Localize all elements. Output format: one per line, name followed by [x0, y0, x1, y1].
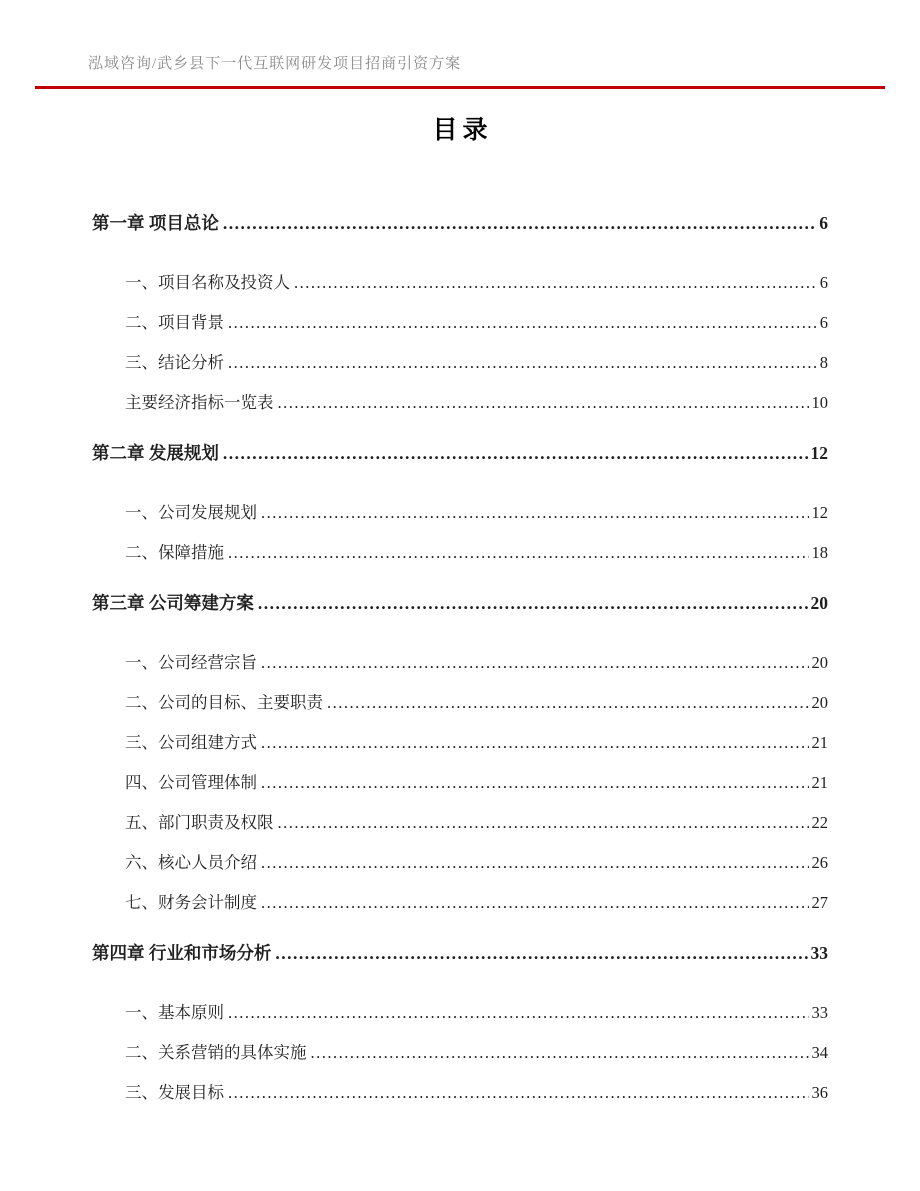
header-divider-rule — [35, 86, 885, 89]
toc-entry-label: 二、项目背景 — [125, 313, 224, 332]
dot-leader — [223, 210, 816, 237]
toc-entry — [92, 440, 828, 467]
toc-entry-page: 20 — [811, 693, 828, 712]
toc-entry — [92, 809, 828, 836]
toc-entry-label: 七、财务会计制度 — [125, 893, 257, 912]
toc-entry-label: 一、公司发展规划 — [125, 503, 257, 522]
toc-entry-page: 22 — [811, 813, 828, 832]
toc-entry — [92, 499, 828, 526]
toc-entry-page: 21 — [811, 733, 828, 752]
toc-entry — [92, 309, 828, 336]
toc-entry — [92, 649, 828, 676]
toc-entry — [92, 539, 828, 566]
toc-entry — [92, 769, 828, 796]
dot-leader — [258, 590, 808, 617]
toc-entry-label: 四、公司管理体制 — [125, 773, 257, 792]
dot-leader — [261, 769, 809, 796]
toc-entry-page: 6 — [819, 273, 828, 292]
toc-entry-page: 34 — [811, 1043, 828, 1062]
toc-entry — [92, 999, 828, 1026]
toc-entry — [92, 689, 828, 716]
dot-leader — [261, 849, 809, 876]
toc-entry-label: 二、公司的目标、主要职责 — [125, 693, 323, 712]
toc-entry-page: 20 — [811, 653, 828, 672]
dot-leader — [261, 649, 809, 676]
toc-entry — [92, 849, 828, 876]
toc-entry-page: 12 — [810, 443, 828, 463]
toc — [92, 186, 828, 1106]
toc-entry-page: 21 — [811, 773, 828, 792]
toc-entry-page: 8 — [819, 353, 828, 372]
dot-leader — [228, 1079, 809, 1106]
toc-entry-label: 第二章 发展规划 — [92, 443, 219, 463]
toc-entry-page: 26 — [811, 853, 828, 872]
toc-entry-label: 五、部门职责及权限 — [125, 813, 274, 832]
toc-entry-label: 三、发展目标 — [125, 1083, 224, 1102]
toc-entry-page: 6 — [819, 213, 828, 233]
toc-entry — [92, 389, 828, 416]
toc-entry-label: 一、基本原则 — [125, 1003, 224, 1022]
toc-entry-label: 第一章 项目总论 — [92, 213, 219, 233]
dot-leader — [327, 689, 809, 716]
dot-leader — [275, 940, 807, 967]
dot-leader — [278, 389, 809, 416]
toc-entry-label: 三、公司组建方式 — [125, 733, 257, 752]
toc-entry — [92, 1039, 828, 1066]
toc-entry-label: 六、核心人员介绍 — [125, 853, 257, 872]
dot-leader — [223, 440, 808, 467]
toc-entry — [92, 729, 828, 756]
toc-entry-page: 12 — [811, 503, 828, 522]
toc-entry — [92, 210, 828, 237]
toc-entry-page: 6 — [819, 313, 828, 332]
dot-leader — [228, 349, 817, 376]
toc-entry-label: 主要经济指标一览表 — [125, 393, 274, 412]
toc-entry — [92, 1079, 828, 1106]
toc-entry-label: 三、结论分析 — [125, 353, 224, 372]
dot-leader — [228, 309, 817, 336]
toc-entry-label: 一、公司经营宗旨 — [125, 653, 257, 672]
dot-leader — [278, 809, 809, 836]
toc-entry-page: 10 — [811, 393, 828, 412]
toc-entry-label: 一、项目名称及投资人 — [125, 273, 290, 292]
toc-entry-page: 33 — [810, 943, 828, 963]
dot-leader — [311, 1039, 809, 1066]
toc-entry — [92, 889, 828, 916]
toc-entry-label: 第三章 公司筹建方案 — [92, 593, 254, 613]
document-header-text: 泓域咨询/武乡县下一代互联网研发项目招商引资方案 — [88, 56, 462, 72]
toc-title: 目录 — [432, 117, 493, 144]
toc-entry — [92, 940, 828, 967]
toc-entry-page: 18 — [811, 543, 828, 562]
dot-leader — [228, 999, 809, 1026]
dot-leader — [261, 729, 809, 756]
toc-entry-label: 二、保障措施 — [125, 543, 224, 562]
toc-entry — [92, 590, 828, 617]
toc-entry-page: 27 — [811, 893, 828, 912]
dot-leader — [294, 269, 817, 296]
toc-entry-page: 20 — [810, 593, 828, 613]
dot-leader — [261, 499, 809, 526]
toc-entry-page: 36 — [811, 1083, 828, 1102]
toc-entry — [92, 349, 828, 376]
toc-entry-label: 第四章 行业和市场分析 — [92, 943, 272, 963]
toc-entry-page: 33 — [811, 1003, 828, 1022]
dot-leader — [261, 889, 809, 916]
dot-leader — [228, 539, 809, 566]
toc-entry — [92, 269, 828, 296]
toc-entry-label: 二、关系营销的具体实施 — [125, 1043, 307, 1062]
